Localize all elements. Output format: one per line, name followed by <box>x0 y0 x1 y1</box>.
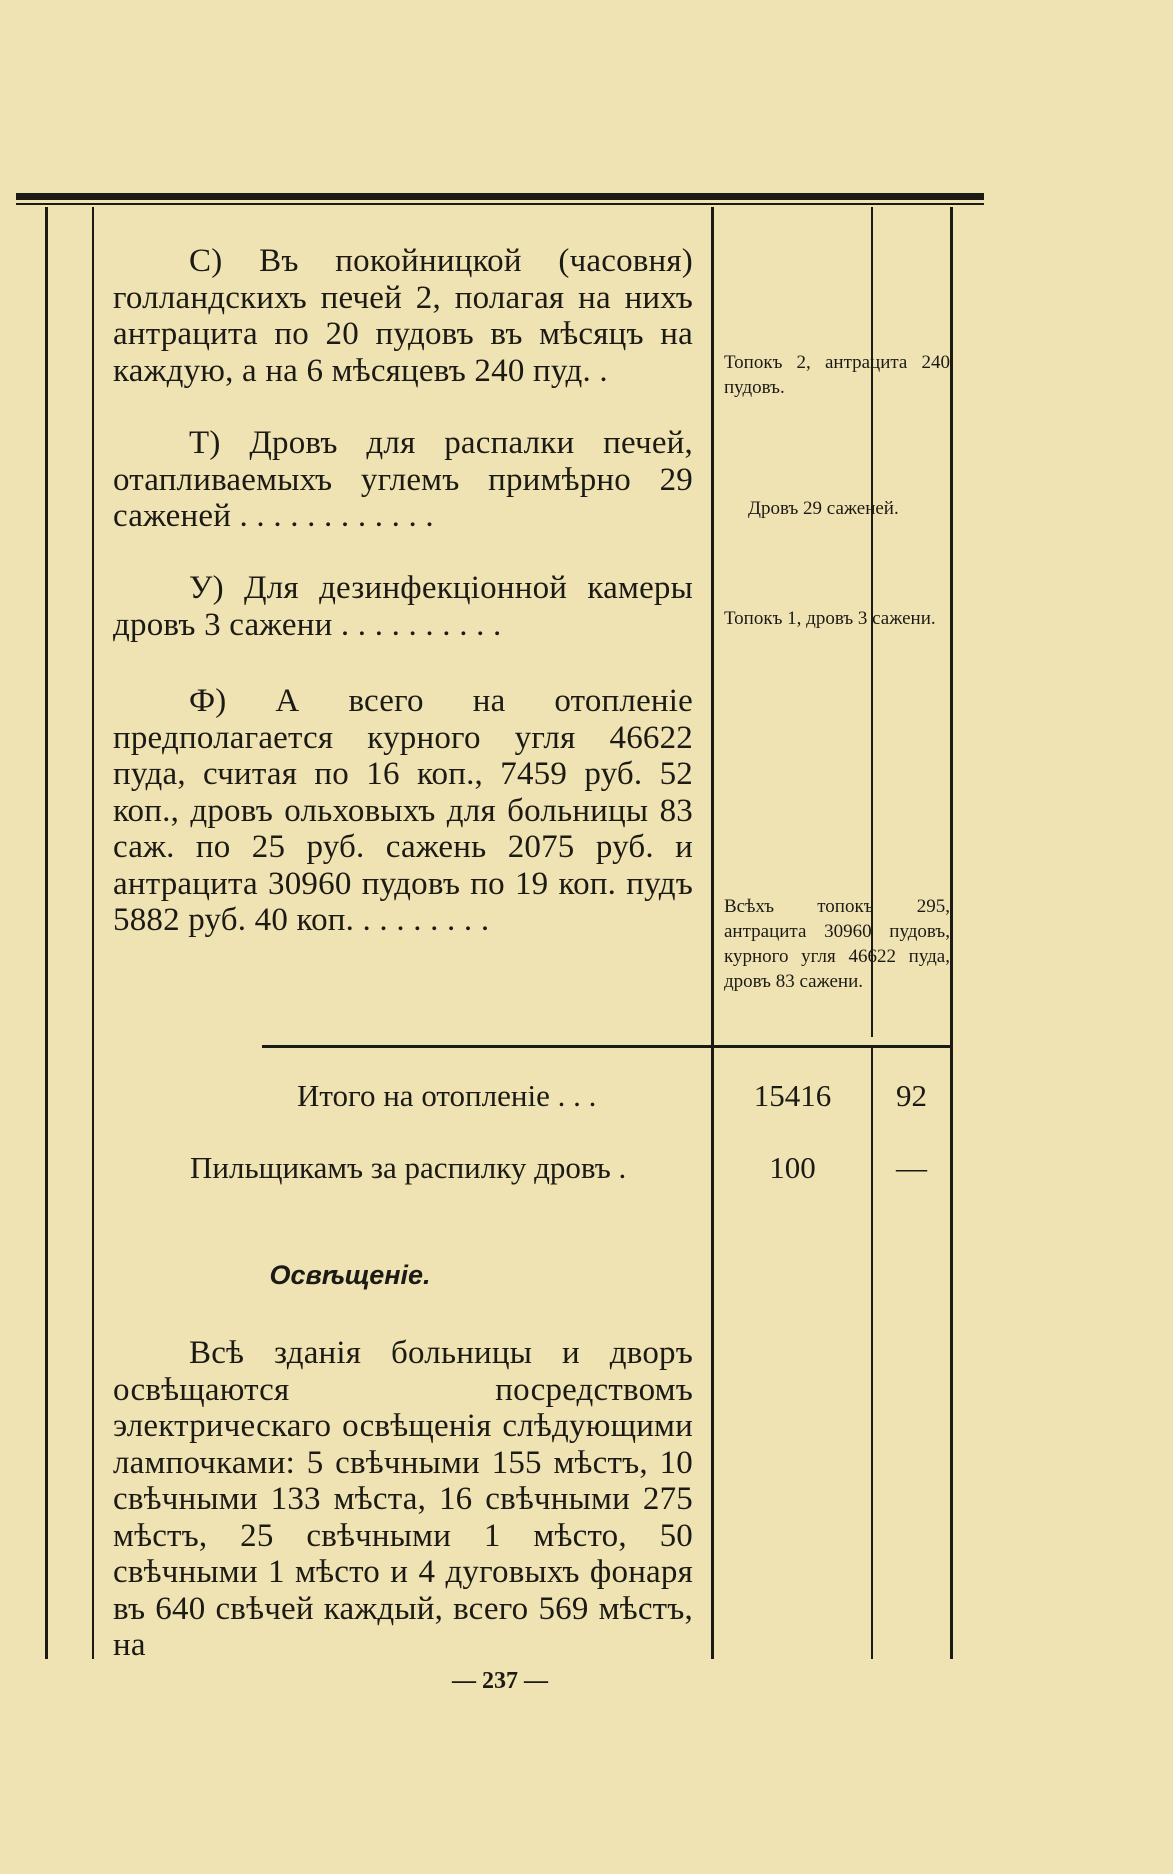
total-kopecks: 92 <box>896 1078 927 1113</box>
note-u: Топокъ 1, дровъ 3 сажени. <box>724 608 936 629</box>
top-rule-thin <box>16 203 984 205</box>
column-rule-text-right <box>711 207 714 1659</box>
sawyers-label: Пильщикамъ за распилку дровъ . <box>190 1150 627 1185</box>
total-rubles: 15416 <box>753 1078 832 1113</box>
total-label: Итого на отопленіе . . . <box>297 1078 597 1113</box>
sawyers-rubles: 100 <box>769 1150 816 1185</box>
paragraph-t: Т) Дровъ для распалки печей, отапливаемыхъ углемъ примѣрно 29 саженей . . . . . . . . . . . . <box>113 425 693 534</box>
top-rule <box>16 193 984 200</box>
note-f: Всѣхъ топокъ 295, антрацита 30960 пудовъ, курного угля 46622 пуда, дровъ 83 сажени. <box>724 896 950 992</box>
sawyers-kopecks: — <box>896 1150 927 1185</box>
paragraph-f: Ф) А всего на отопленіе предполагается курного угля 46622 пуда, считая по 16 коп., 7459 руб. 52 коп., дровъ ольховыхъ для больницы 83 саж. по 25 руб. сажень 2075 руб. и антрацита 30960 пудовъ по 19 коп. пудъ 5882 руб. 40 коп. . . . . . . . . <box>113 683 693 938</box>
column-rule-left <box>45 207 48 1659</box>
totals-rule <box>262 1045 952 1048</box>
note-t: Дровъ 29 саженей. <box>748 498 899 519</box>
paragraph-lighting: Всѣ зданія больницы и дворъ освѣщаются посредствомъ электрическаго освѣщенія слѣдующими лампочками: 5 свѣчными 155 мѣстъ, 10 свѣчными 133 мѣста, 16 свѣчными 275 мѣстъ, 25 свѣчными 1 мѣсто, 50 свѣчными 1 мѣсто и 4 дуговыхъ фонаря въ 640 свѣчей каждый, всего 569 мѣстъ, на <box>113 1335 693 1663</box>
paragraph-u: У) Для дезинфекціонной камеры дровъ 3 сажени . . . . . . . . . . <box>113 570 693 643</box>
page-number: — 237 — <box>452 1668 548 1694</box>
paragraph-s: С) Въ покойницкой (часовня) голландскихъ печей 2, полагая на нихъ антрацита по 20 пудовъ въ мѣсяцъ на каждую, а на 6 мѣсяцевъ 240 пуд. . <box>113 243 693 389</box>
column-rule-amount-divider <box>871 1047 873 1659</box>
column-rule-text-left <box>92 207 94 1659</box>
section-heading-lighting: Освѣщеніе. <box>269 1260 431 1290</box>
column-rule-right <box>950 207 953 1659</box>
note-s: Топокъ 2, антрацита 240 пудовъ. <box>724 352 950 398</box>
